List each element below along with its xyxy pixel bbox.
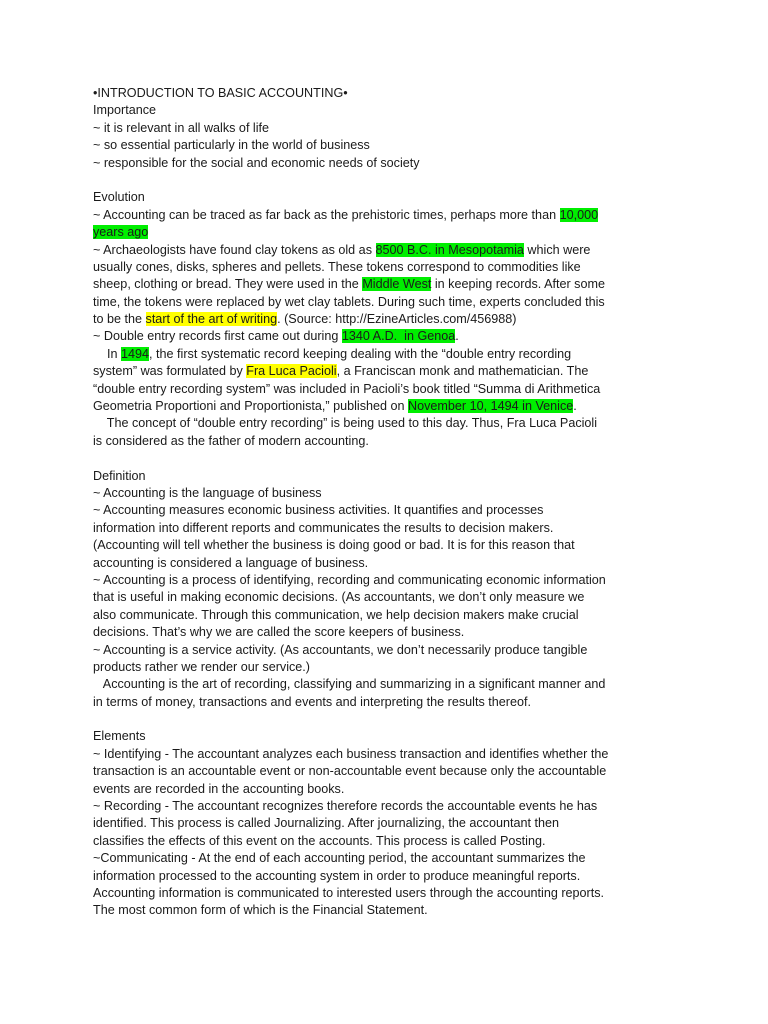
- highlighted-text: start of the art of writing: [145, 312, 278, 327]
- text-line: [93, 589, 673, 606]
- highlighted-text: years ago: [93, 225, 149, 240]
- text-line: [93, 415, 673, 432]
- text-run: The concept of “double entry recording” is being used to this day. Thus, Fra Luca Pacioli: [93, 416, 598, 431]
- text-line: [93, 885, 673, 902]
- text-run: ~ Accounting can be traced as far back as the prehistoric times, perhaps more than: [93, 207, 560, 222]
- text-run: usually cones, disks, spheres and pellets. These tokens correspond to commodities like: [93, 259, 581, 274]
- text-run: decisions. That’s why we are called the score keepers of business.: [93, 625, 465, 640]
- highlighted-text: 8500 B.C. in Mesopotamia: [375, 242, 524, 257]
- text-line: [93, 520, 673, 537]
- text-line: [93, 607, 673, 624]
- text-line: [93, 902, 673, 919]
- text-run: .: [455, 329, 459, 344]
- blank-line: [93, 450, 673, 467]
- text-run: in keeping records. After some: [431, 277, 605, 292]
- text-run: accounting is considered a language of business.: [93, 555, 369, 570]
- text-line: [93, 102, 673, 119]
- text-run: In: [93, 346, 121, 361]
- text-run: which were: [523, 242, 591, 257]
- text-line: [93, 833, 673, 850]
- text-run: “double entry recording system” was included in Pacioli’s book titled “Summa di Arithmetica: [93, 381, 601, 396]
- text-line: [93, 120, 673, 137]
- highlighted-text: 1340 A.D. in Genoa: [341, 329, 456, 344]
- text-line: [93, 781, 673, 798]
- text-run: .: [573, 399, 577, 414]
- text-line: [93, 798, 673, 815]
- highlighted-text: November 10, 1494 in Venice: [408, 399, 574, 414]
- highlighted-text: 1494: [121, 346, 150, 361]
- text-run: time, the tokens were replaced by wet clay tablets. During such time, experts concluded this: [93, 294, 605, 309]
- highlighted-text: Middle West: [362, 277, 432, 292]
- text-line: [93, 485, 673, 502]
- text-run: , the first systematic record keeping dealing with the “double entry recording: [149, 346, 572, 361]
- text-line: [93, 224, 673, 241]
- text-run: sheep, clothing or bread. They were used in the: [93, 277, 363, 292]
- text-line: [93, 572, 673, 589]
- text-line: [93, 659, 673, 676]
- text-line: [93, 207, 673, 224]
- text-line: [93, 642, 673, 659]
- text-run: that is useful in making economic decisions. (As accountants, we don’t only measure we: [93, 590, 585, 605]
- text-line: [93, 398, 673, 415]
- text-run: (Accounting will tell whether the business is doing good or bad. It is for this reason that: [93, 538, 575, 553]
- text-run: information processed to the accounting system in order to produce meaningful reports.: [93, 868, 581, 883]
- text-line: [93, 624, 673, 641]
- text-line: [93, 468, 673, 485]
- text-line: [93, 746, 673, 763]
- text-run: •INTRODUCTION TO BASIC ACCOUNTING•: [93, 86, 348, 100]
- text-line: [93, 259, 673, 276]
- text-line: [93, 311, 673, 328]
- text-run: information into different reports and communicates the results to decision makers.: [93, 520, 554, 535]
- highlighted-text: 10,000: [559, 207, 599, 222]
- text-line: [93, 328, 673, 345]
- text-run: ~ it is relevant in all walks of life: [93, 120, 270, 135]
- text-line: [93, 381, 673, 398]
- text-line: [93, 242, 673, 259]
- text-line: [93, 815, 673, 832]
- text-run: Evolution: [93, 190, 145, 205]
- text-run: ~ Accounting measures economic business activities. It quantifies and processes: [93, 503, 544, 518]
- blank-line: [93, 711, 673, 728]
- text-run: Accounting information is communicated to interested users through the accounting reports.: [93, 885, 605, 900]
- text-line: [93, 433, 673, 450]
- text-line: [93, 189, 673, 206]
- text-line: [93, 276, 673, 293]
- text-line: [93, 694, 673, 711]
- text-line: [93, 537, 673, 554]
- text-run: events are recorded in the accounting books.: [93, 781, 345, 796]
- document-page: [93, 85, 673, 920]
- text-run: ~ Accounting is the language of business: [93, 485, 322, 500]
- text-line: [93, 728, 673, 745]
- text-run: to be the: [93, 312, 146, 327]
- text-run: transaction is an accountable event or non-accountable event because only the accountable: [93, 764, 607, 779]
- text-run: ~Communicating - At the end of each accounting period, the accountant summarizes the: [93, 851, 586, 866]
- text-run: ~ Accounting is a service activity. (As accountants, we don’t necessarily produce tangible: [93, 642, 588, 657]
- text-line: [93, 850, 673, 867]
- text-run: ~ Double entry records first came out during: [93, 329, 342, 344]
- text-run: Elements: [93, 729, 146, 744]
- text-run: identified. This process is called Journalizing. After journalizing, the accountant then: [93, 816, 560, 831]
- text-line: [93, 294, 673, 311]
- text-run: classifies the effects of this event on the accounts. This process is called Posting.: [93, 833, 546, 848]
- text-run: Definition: [93, 468, 146, 483]
- text-run: ~ so essential particularly in the world of business: [93, 138, 370, 153]
- text-line: [93, 155, 673, 172]
- highlighted-text: Fra Luca Pacioli: [246, 364, 337, 379]
- text-run: . (Source: http://EzineArticles.com/456988): [277, 312, 517, 327]
- text-run: ~ responsible for the social and economic needs of society: [93, 155, 420, 170]
- text-run: system” was formulated by: [93, 364, 247, 379]
- text-line: [93, 363, 673, 380]
- text-run: ~ Accounting is a process of identifying, recording and communicating economic information: [93, 572, 606, 587]
- text-line: [93, 763, 673, 780]
- blank-line: [93, 172, 673, 189]
- text-run: in terms of money, transactions and events and interpreting the results thereof.: [93, 694, 531, 709]
- text-run: Accounting is the art of recording, classifying and summarizing in a significant manner and: [93, 677, 606, 692]
- text-run: ~ Archaeologists have found clay tokens as old as: [93, 242, 376, 257]
- text-line: [93, 676, 673, 693]
- text-run: ~ Identifying - The accountant analyzes each business transaction and identifies whether the: [93, 746, 609, 761]
- text-run: products rather we render our service.): [93, 659, 310, 674]
- text-run: , a Franciscan monk and mathematician. The: [336, 364, 589, 379]
- text-line: [93, 502, 673, 519]
- text-run: is considered as the father of modern accounting.: [93, 433, 369, 448]
- text-line: [93, 85, 673, 102]
- text-run: The most common form of which is the Financial Statement.: [93, 903, 428, 918]
- text-run: also communicate. Through this communication, we help decision makers make crucial: [93, 607, 579, 622]
- text-line: [93, 555, 673, 572]
- text-line: [93, 868, 673, 885]
- text-line: [93, 346, 673, 363]
- text-run: Importance: [93, 103, 156, 118]
- text-line: [93, 137, 673, 154]
- text-run: Geometria Proportioni and Proportionista,” published on: [93, 399, 409, 414]
- text-run: ~ Recording - The accountant recognizes therefore records the accountable events he has: [93, 799, 598, 814]
